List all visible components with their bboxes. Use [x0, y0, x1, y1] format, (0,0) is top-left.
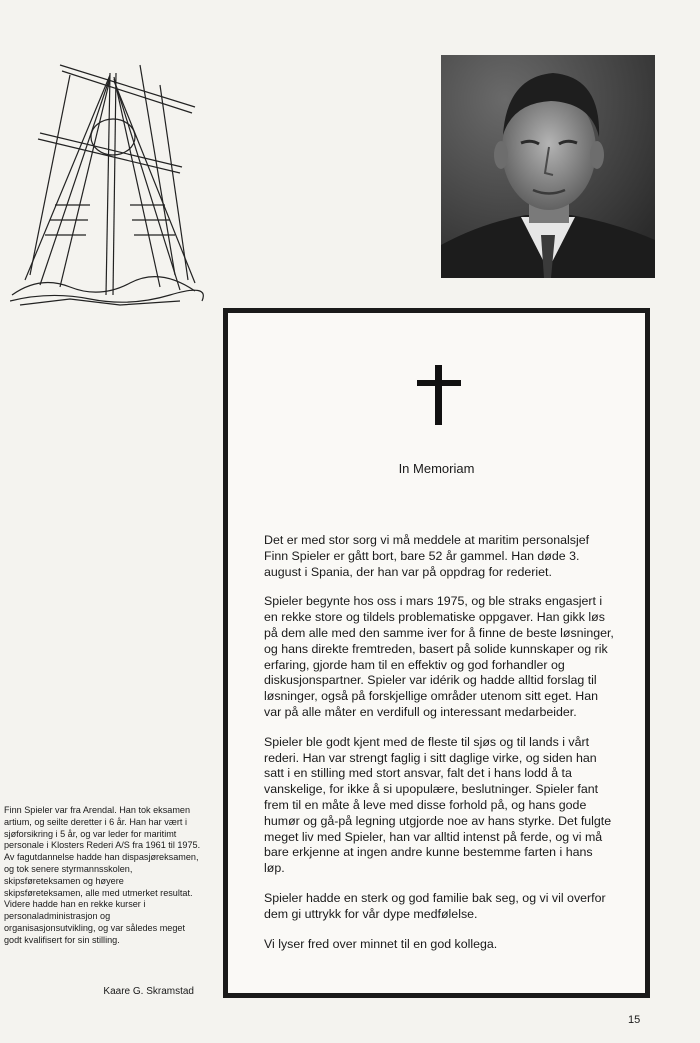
memoriam-title: In Memoriam: [398, 461, 475, 476]
memorial-box: [223, 308, 650, 998]
ship-mast-cross-illustration: [10, 55, 205, 310]
cross-icon: [417, 365, 461, 425]
memorial-paragraph: Det er med stor sorg vi må meddele at maritim personalsjef Finn Spieler er gått bort, bare 52 år gammel. Han døde 3. august i Spania, der han var på oppdrag for rederiet.: [264, 533, 590, 579]
memorial-paragraph: Spieler ble godt kjent med de fleste til sjøs og til lands i vårt rederi. Han var strengt faglig i sitt daglige virke, og siden han satt i en stilling med stort ansvar, falt det i hans lodd å ta vanskelige, for ikke å si upopulære, beslutninger. Spieler fant frem til en måte å leve med disse forhold på, og hans gode humør og gå-på legning utgjorde noe av hans styrke. Det fulgte meget liv med Spieler, han var alltid intenst på ferde, og vi må bare erkjenne at ingen andre kunne bestemme farten i hans løp.: [264, 734, 612, 876]
author-signature: Kaare G. Skramstad: [103, 986, 194, 997]
memorial-paragraph: Vi lyser fred over minnet til en god kollega.: [264, 936, 498, 951]
memorial-paragraph: Spieler hadde en sterk og god familie bak seg, og vi vil overfor dem gi uttrykk for vår dype medfølelse.: [264, 890, 606, 921]
page-number: 15: [628, 1014, 641, 1026]
memorial-text: [264, 533, 614, 966]
memorial-paragraph: Spieler begynte hos oss i mars 1975, og ble straks engasjert i en rekke store og tildels problematiske oppgaver. Han gikk løs på dem alle med den samme iver for å finne de beste løsninger, og hans direkte fremtreden, basert på solide kunnskaper og rik erfaring, gjorde ham til en effektiv og god forhandler og diskusjonspartner. Spieler var idérik og hadde alltid forslag til løsninger, også på forskjellige områder utenom sitt eget. Han var på alle måter en verdifull og interessant medarbeider.: [264, 594, 614, 719]
biography-text: Finn Spieler var fra Arendal. Han tok eksamen artium, og seilte deretter i 6 år. Han har vært i sjøforsikring i 5 år, og var leder for maritimt personale i Klosters Rederi A/S fra 1961 til 1975. Av fagutdannelse hadde han dispasjøreksamen, og tok senere styrmannsskolen, skipsføreteksamen og høyere skipsføreteksamen, alle med utmerket resultat. Videre hadde han en rekke kurser i personaladministrasjon og organisasjonsutvikling, og var således meget godt kvalifisert for sin stilling.: [4, 805, 201, 945]
portrait-photo: [441, 55, 655, 278]
